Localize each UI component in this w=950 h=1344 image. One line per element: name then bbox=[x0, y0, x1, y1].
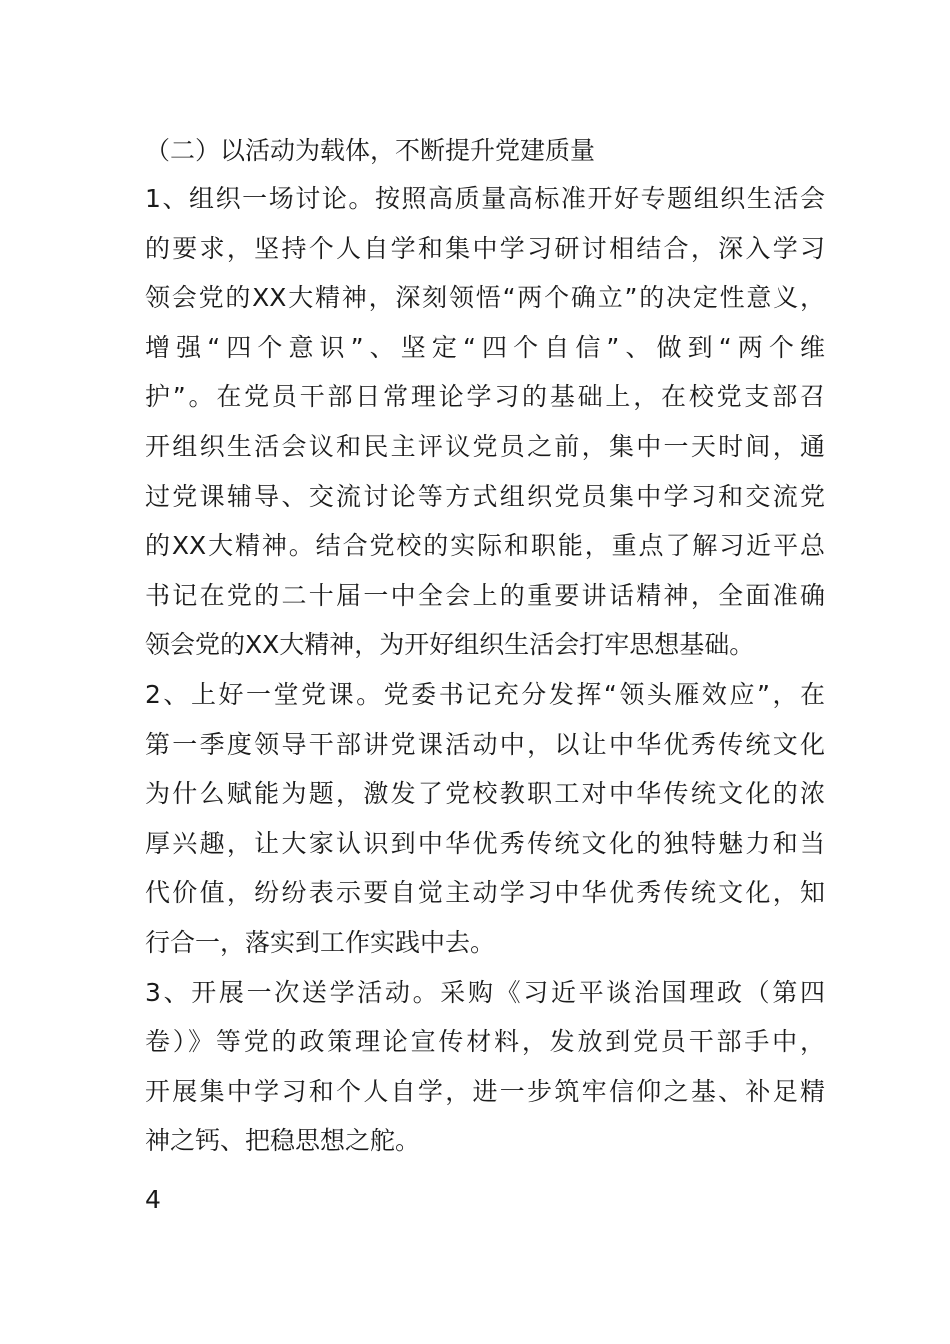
paragraph-line: 的XX大精神。结合党校的实际和职能，重点了解习近平总 bbox=[145, 531, 825, 561]
paragraph-line: 代价值，纷纷表示要自觉主动学习中华优秀传统文化，知 bbox=[145, 878, 825, 908]
paragraph-line: 的要求，坚持个人自学和集中学习研讨相结合，深入学习 bbox=[145, 233, 825, 263]
document-body bbox=[145, 128, 825, 1166]
section-heading: （二）以活动为载体，不断提升党建质量 bbox=[145, 136, 596, 165]
paragraph-line: 为什么赋能为题，激发了党校教职工对中华传统文化的浓 bbox=[145, 779, 825, 809]
paragraph-line: 3、开展一次送学活动。采购《习近平谈治国理政（第四 bbox=[145, 977, 825, 1007]
paragraph-3 bbox=[145, 968, 825, 1166]
paragraph-line: 增强“四个意识”、坚定“四个自信”、做到“两个维 bbox=[145, 332, 825, 362]
paragraph-line: 神之钙、把稳思想之舵。 bbox=[145, 1126, 421, 1156]
page-number: 4 bbox=[145, 1185, 161, 1214]
paragraph-line: 1、组织一场讨论。按照高质量高标准开好专题组织生活会 bbox=[145, 184, 825, 213]
paragraph-line: 领会党的XX大精神，深刻领悟“两个确立”的决定性意义， bbox=[145, 283, 825, 313]
paragraph-line: 厚兴趣，让大家认识到中华优秀传统文化的独特魅力和当 bbox=[145, 828, 825, 858]
paragraph-line: 护”。在党员干部日常理论学习的基础上，在校党支部召 bbox=[145, 382, 825, 412]
paragraph-line: 领会党的XX大精神，为开好组织生活会打牢思想基础。 bbox=[145, 630, 755, 660]
paragraph-1 bbox=[145, 174, 825, 670]
paragraph-line: 卷）》等党的政策理论宣传材料，发放到党员干部手中， bbox=[145, 1027, 825, 1057]
paragraph-line: 第一季度领导干部讲党课活动中，以让中华优秀传统文化 bbox=[145, 729, 825, 759]
paragraph-line: 2、上好一堂党课。党委书记充分发挥“领头雁效应”，在 bbox=[145, 679, 825, 709]
paragraph-line: 过党课辅导、交流讨论等方式组织党员集中学习和交流党 bbox=[145, 481, 825, 511]
paragraph-2 bbox=[145, 670, 825, 968]
paragraph-line: 开展集中学习和个人自学，进一步筑牢信仰之基、补足精 bbox=[145, 1076, 825, 1106]
paragraph-line: 行合一，落实到工作实践中去。 bbox=[145, 927, 496, 957]
paragraph-line: 开组织生活会议和民主评议党员之前，集中一天时间，通 bbox=[145, 431, 825, 461]
paragraph-line: 书记在党的二十届一中全会上的重要讲话精神，全面准确 bbox=[145, 580, 825, 610]
